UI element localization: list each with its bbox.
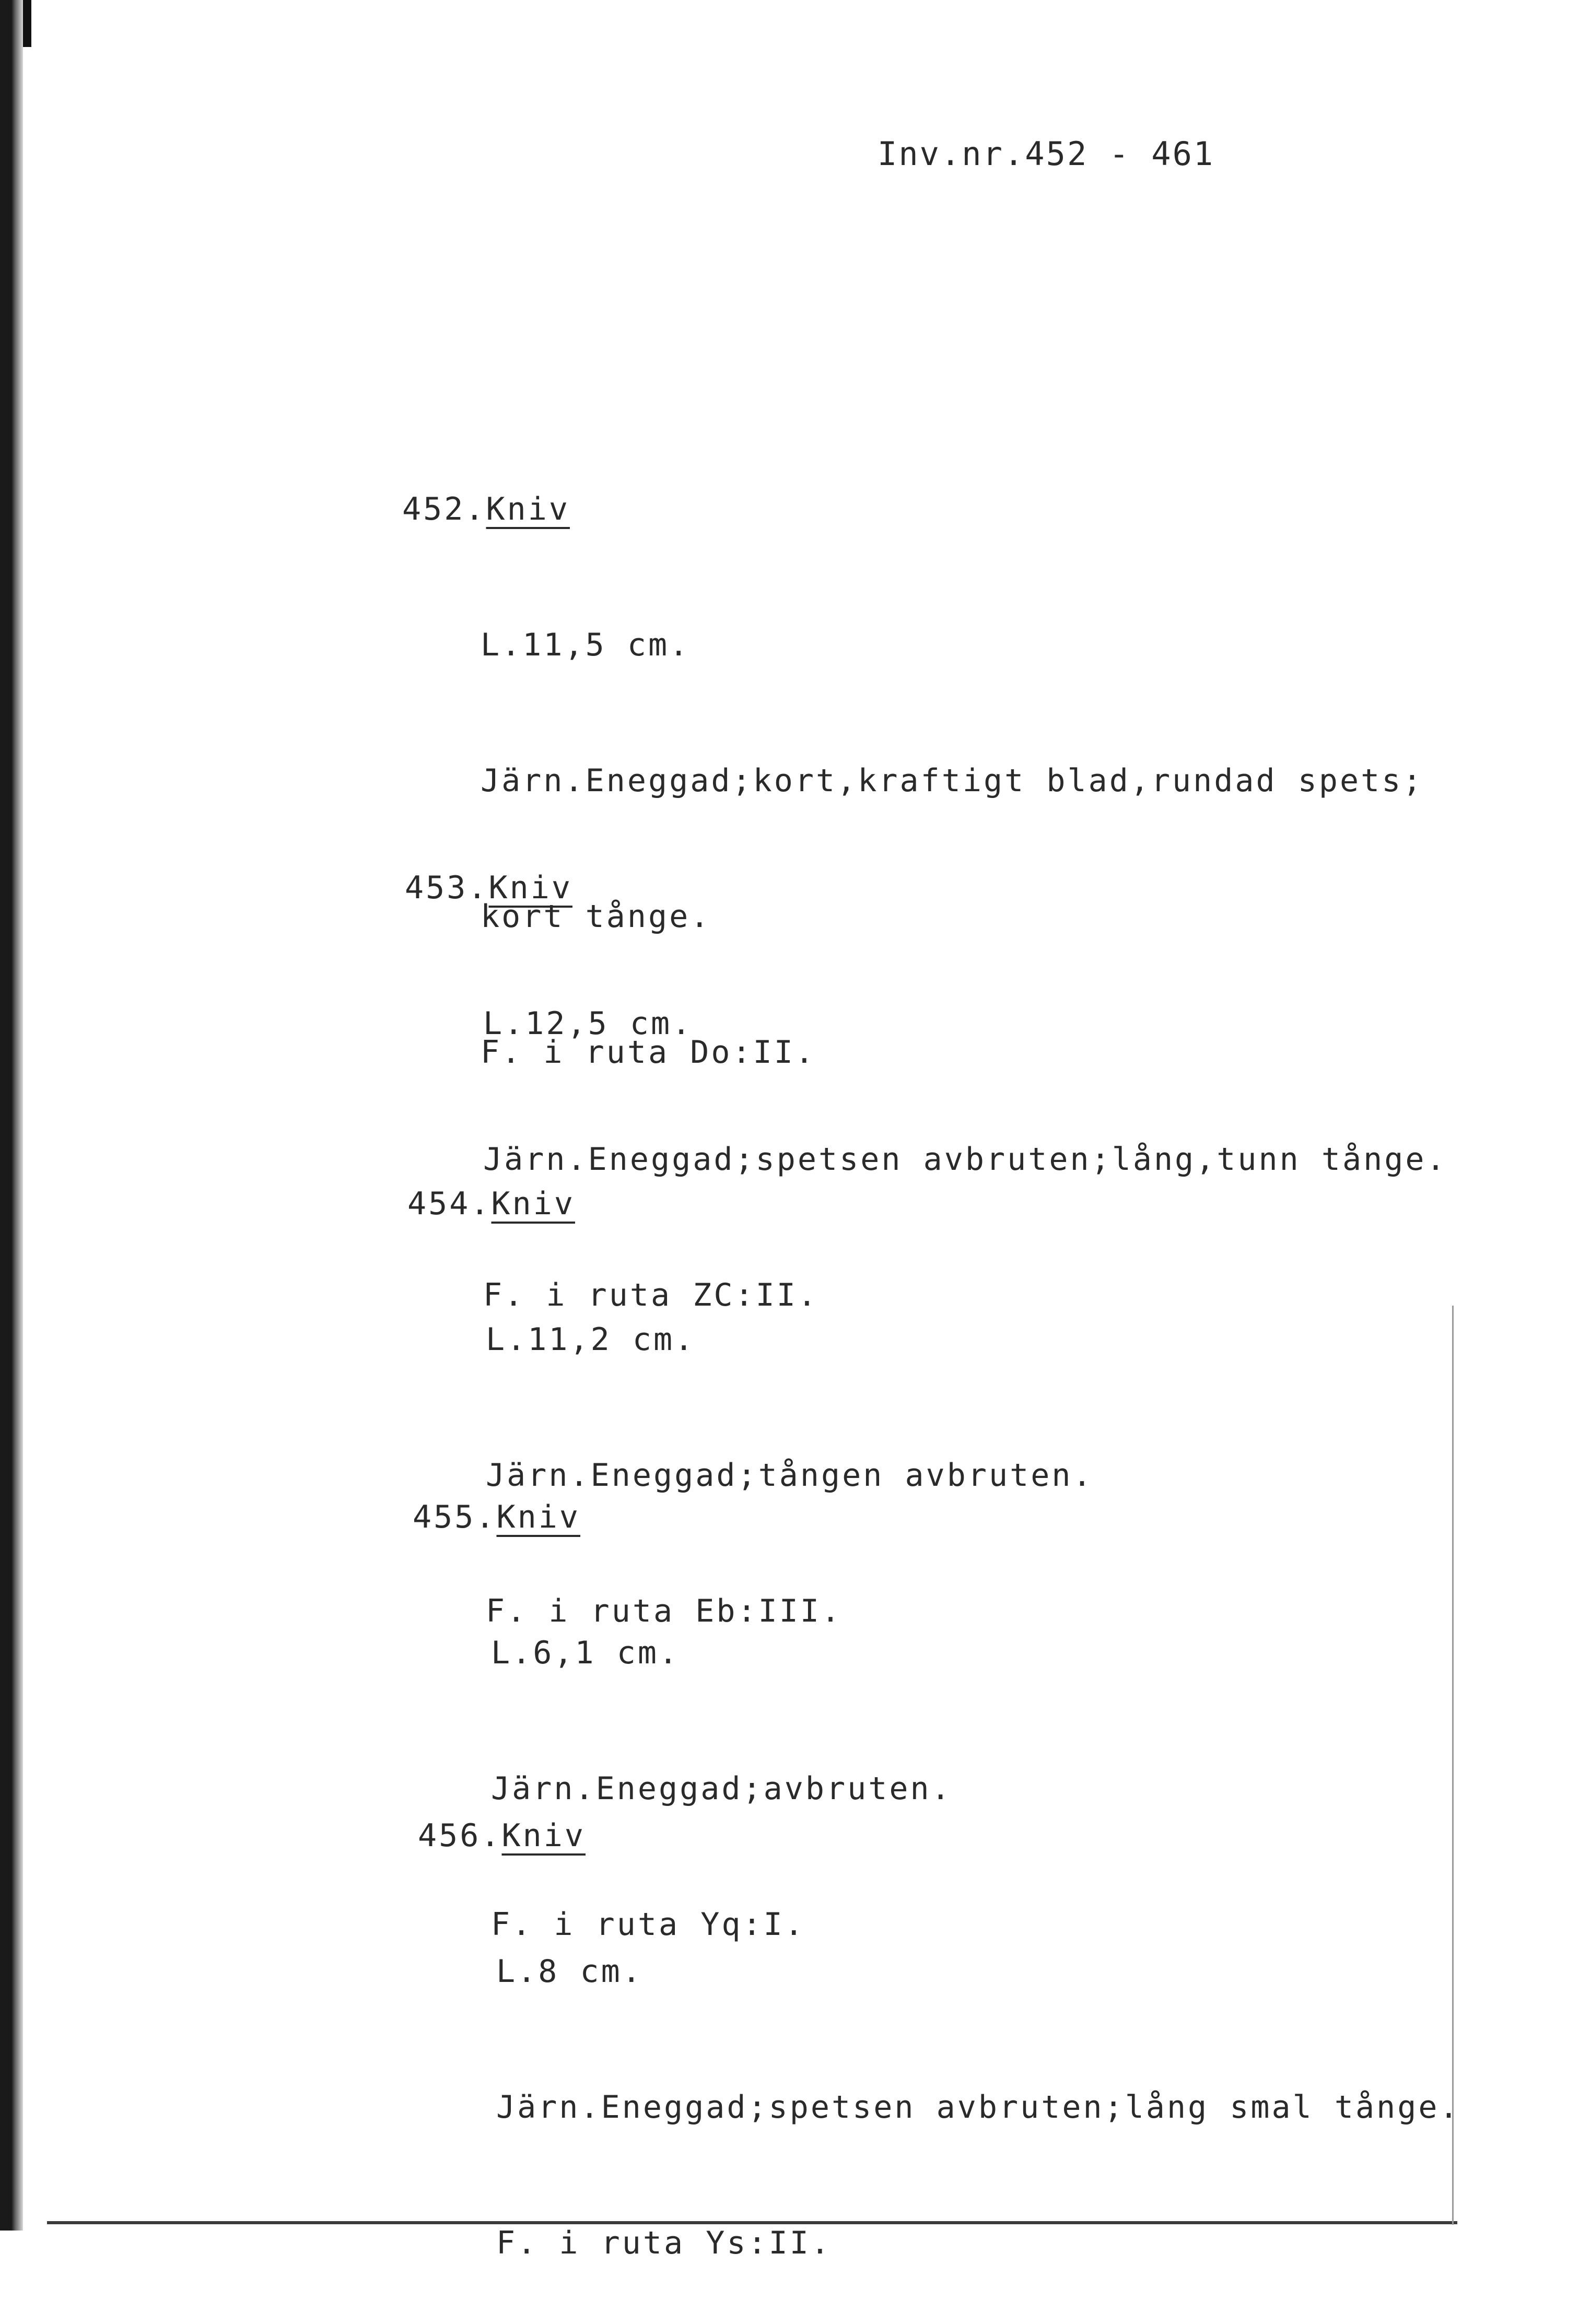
entry-title: Kniv: [501, 1817, 586, 1854]
entry-length: L.11,5 cm.: [481, 627, 691, 663]
entry-title: Kniv: [496, 1499, 580, 1535]
entry-title: Kniv: [488, 870, 572, 906]
entry-length: L.6,1 cm.: [491, 1635, 680, 1671]
entry-heading: [413, 1499, 952, 1562]
entry-find-location: F. i ruta Ys:II.: [496, 2225, 832, 2261]
entry-number: 453.: [405, 870, 489, 906]
entry-description: Järn.Eneggad;tången avbruten.: [486, 1457, 1094, 1494]
entry-find-location: F. i ruta Do:II.: [481, 1034, 816, 1071]
entry-description-cont: kort tånge.: [481, 898, 711, 935]
entry-description: Järn.Eneggad;avbruten.: [491, 1770, 952, 1807]
entry-length: L.11,2 cm.: [486, 1321, 696, 1358]
scan-edge-left: [0, 0, 23, 2231]
entry-heading: [418, 1817, 1460, 1880]
entry-number: 452.: [402, 491, 486, 527]
entry-description: Järn.Eneggad;spetsen avbruten;lång smal tånge.: [496, 2089, 1460, 2126]
entry-length: L.12,5 cm.: [483, 1005, 693, 1042]
entry-find-location: F. i ruta Eb:III.: [486, 1593, 843, 1629]
entry-number: 454.: [407, 1186, 492, 1222]
entry-number: 455.: [413, 1499, 497, 1535]
entry-heading: [402, 491, 1424, 554]
entry-456: [418, 1744, 1460, 2324]
entry-find-location: F. i ruta Yq:I.: [491, 1906, 805, 1943]
entry-heading: [405, 870, 1447, 932]
entry-title: Kniv: [486, 491, 570, 527]
entry-title: Kniv: [491, 1186, 575, 1222]
entry-length: L.8 cm.: [496, 1953, 643, 1990]
entry-description: Järn.Eneggad;kort,kraftigt blad,rundad spets;: [481, 762, 1424, 799]
page-header: Inv.nr.452 - 461: [878, 135, 1215, 173]
entry-heading: [407, 1186, 1094, 1248]
entry-description: Järn.Eneggad;spetsen avbruten;lång,tunn tånge.: [483, 1141, 1447, 1178]
entry-find-location: F. i ruta ZC:II.: [483, 1277, 818, 1313]
entry-number: 456.: [418, 1817, 502, 1854]
